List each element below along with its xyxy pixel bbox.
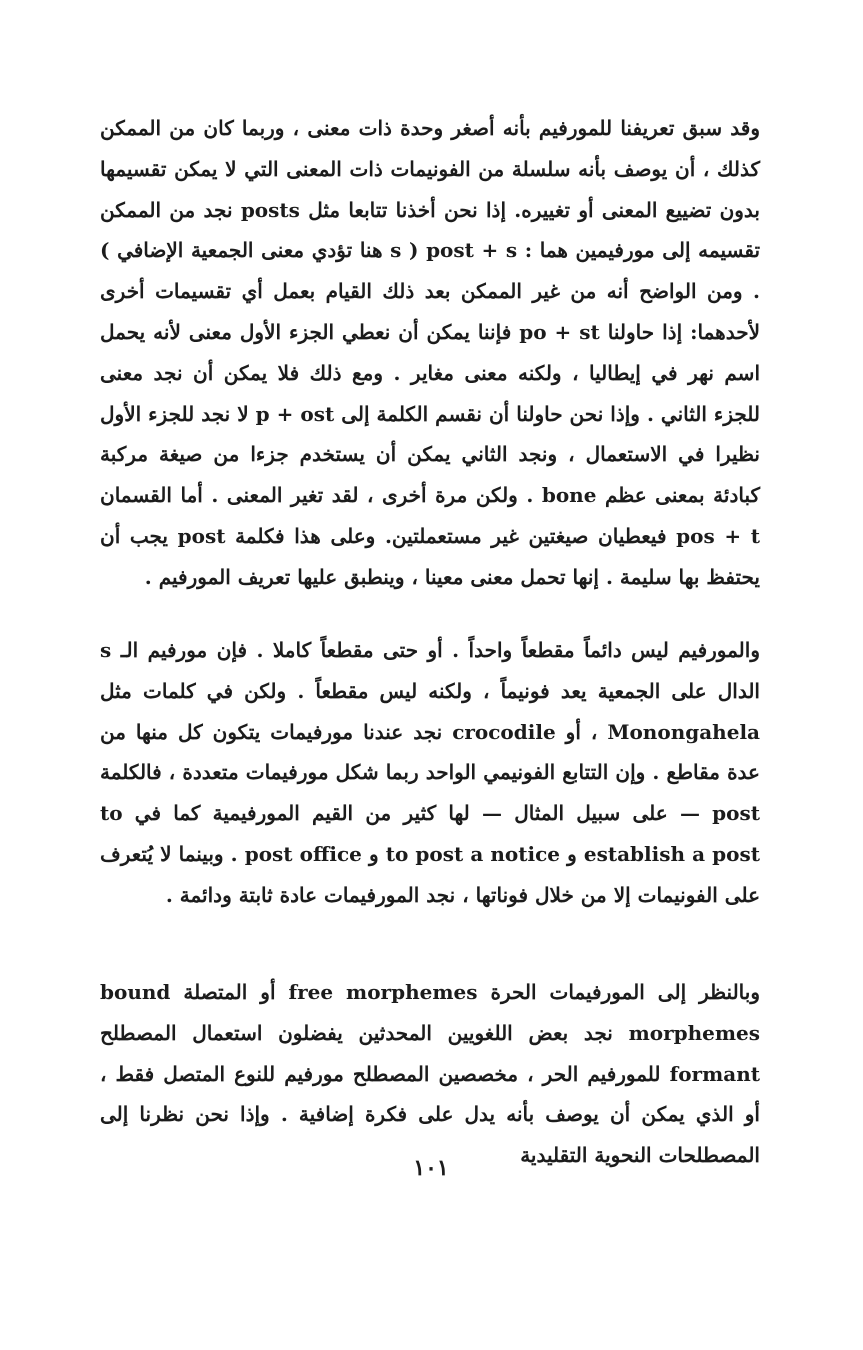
paragraph-morpheme-syllable: والمورفيم ليس دائماً مقطعاً واحداً . أو حتى مقطعاً كاملا . فإن مورفيم الـ s الدال على الجمعية يعد فونيماً ، ولكنه ليس مقطعاً . ولكن في كلمات مثل Monongahela ، أو crocodile نجد عندنا مورفيمات يتكون كل منها من عدة مقاطع . وإن التتابع الفونيمي الواحد ربما شكل مورفيمات متعددة ، فالكلمة post — على سبيل المثال — لها كثير من القيم المورفيمية كما في to establish a post و to post a notice و post office . وبينما لا يُتعرف على الفونيمات إلا من خلال فوناتها ، نجد المورفيمات عادة ثابتة ودائمة . (100, 638, 760, 907)
paragraph-morpheme-definition: وقد سبق تعريفنا للمورفيم بأنه أصغر وحدة ذات معنى ، وربما كان من الممكن كذلك ، أن يوصف بأنه سلسلة من الفونيمات ذات المعنى التي لا يمكن تقسيمها بدون تضييع المعنى أو تغييره. إذا نحن أخذنا تتابعا مثل posts نجد من الممكن تقسيمه إلى مورفيمين هما : post + s ( s هنا تؤدي معنى الجمعية الإضافي ) . ومن الواضح أنه من غير الممكن بعد ذلك القيام بعمل أي تقسيمات أخرى لأحدهما: إذا حاولنا po + st فإننا يمكن أن نعطي الجزء الأول معنى لأنه يحمل اسم نهر في إيطاليا ، ولكنه معنى مغاير . ومع ذلك فلا يمكن أن نجد معنى للجزء الثاني . وإذا نحن حاولنا أن نقسم الكلمة إلى p + ost لا نجد للجزء الأول نظيرا في الاستعمال ، ونجد الثاني يمكن أن يستخدم جزءا من صيغة مركبة كبادئة بمعنى عظم bone . ولكن مرة أخرى ، لقد تغير المعنى . أما القسمان pos + t فيعطيان صيغتين غير مستعملتين. وعلى هذا فكلمة post يجب أن يحتفظ بها سليمة . إنها تحمل معنى معينا ، وينطبق عليها تعريف المورفيم . (100, 116, 761, 589)
page-number: ١٠١ (413, 1155, 449, 1181)
paragraph-free-bound-morphemes: وبالنظر إلى المورفيمات الحرة free morphemes أو المتصلة bound morphemes نجد بعض اللغويين المحدثين يفضلون استعمال المصطلح formant للمورفيم الحر ، مخصصين المصطلح مورفيم للنوع المتصل فقط ، أو الذي يمكن أن يوصف بأنه يدل على فكرة إضافية . وإذا نحن نظرنا إلى المصطلحات النحوية التقليدية (100, 980, 760, 1168)
